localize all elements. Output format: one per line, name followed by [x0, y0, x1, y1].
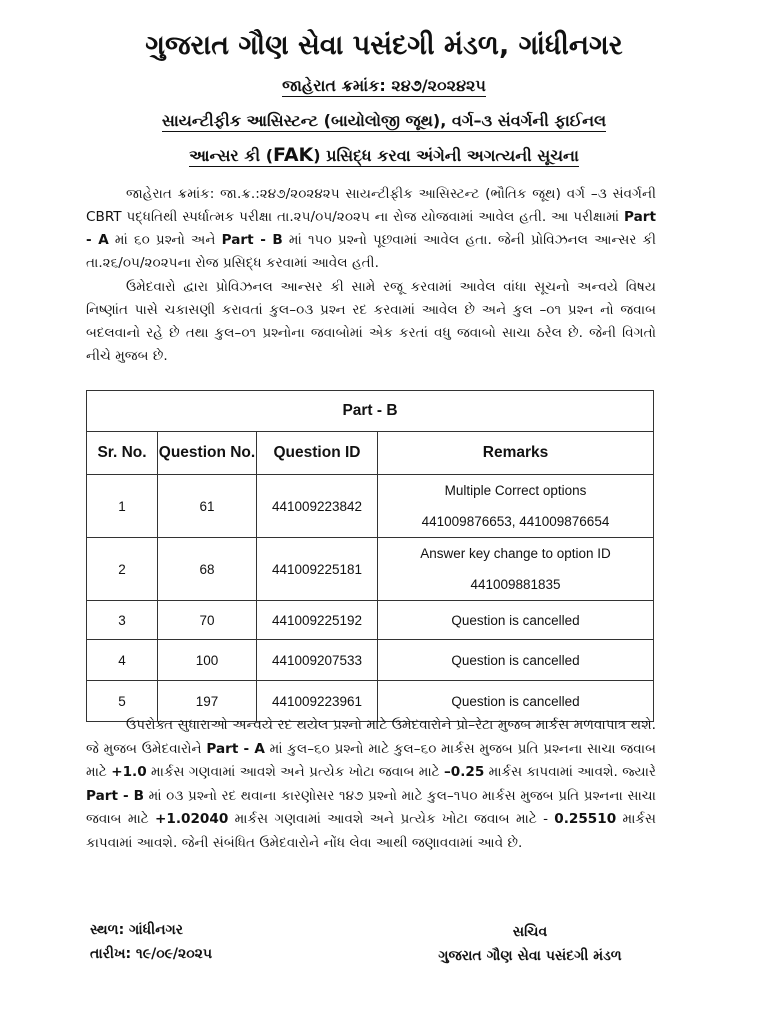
intro-paragraph: જાહેરાત ક્રમાંક: જા.ક્ર.:૨૪૭/૨૦૨૪૨૫ સાયન્ટીફીક આસિસ્ટન્ટ (ભૌતિક જૂથ) વર્ગ –૩ સંવર્ગની CBRT પદ્ધતિથી સ્પર્ધાત્મક પરીક્ષા તા.૨૫/૦૫/૨૦૨૫ ના રોજ યોજવામાં આવેલ હતી. આ પરીક્ષામાં Part - A માં ૬૦ પ્રશ્નો અને Part - B માં ૧૫૦ પ્રશ્નો પૂછવામાં આવેલ હતા. જેની પ્રોવિઝનલ આન્સર કી તા.૨૬/૦૫/૨૦૨૫ના રોજ પ્રસિદ્ધ કરવામાં આવેલ હતી.: [86, 186, 656, 271]
col-sr-no: Sr. No.: [87, 432, 158, 475]
advertisement-number: જાહેરાત ક્રમાંક: ૨૪૭/૨૦૨૪૨૫: [282, 76, 486, 95]
col-question-id: Question ID: [257, 432, 378, 475]
notice-heading: આન્સર કી (FAK) પ્રસિદ્ધ કરવા અંગેની અગત્યની સૂચના: [189, 144, 579, 166]
col-remarks: Remarks: [378, 432, 654, 475]
organization-name: ગુજરાત ગૌણ સેવા પસંદગી મંડળ: [438, 948, 622, 964]
table-row: 2 68 441009225181 Answer key change to option ID 441009881835: [87, 538, 654, 601]
table-row: 3 70 441009225192 Question is cancelled: [87, 601, 654, 640]
objections-paragraph: ઉમેદવારો દ્વારા પ્રોવિઝનલ આન્સર કી સામે રજૂ કરવામાં આવેલ વાંધા સૂચનો અન્વયે વિષય નિષ્ણાંત પાસે ચકાસણી કરાવતાં કુલ–૦૩ પ્રશ્ન રદ કરવામાં આવેલ છે અને કુલ –૦૧ પ્રશ્ન નો જવાબ બદલવાનો રહે છે તથા કુલ–૦૧ પ્રશ્નોના જવાબોમાં એક કરતાં વધુ જવાબો સાચા ઠરેલ છે. જેની વિગતો નીચે મુજબ છે.: [86, 279, 656, 364]
table-row: 4 100 441009207533 Question is cancelled: [87, 640, 654, 681]
place-label: સ્થળ: ગાંધીનગર: [90, 922, 184, 938]
post-name: સાયન્ટીફીક આસિસ્ટન્ટ (બાયોલોજી જૂથ), વર્ગ–૩ સંવર્ગની ફાઈનલ: [161, 111, 607, 130]
date-label: તારીખ: ૧૯/૦૯/૨૦૨૫: [90, 946, 213, 962]
table-caption: Part - B: [87, 391, 654, 432]
table-row: 1 61 441009223842 Multiple Correct options 441009876653, 441009876654: [87, 475, 654, 538]
table-row: 5 197 441009223961 Question is cancelled: [87, 681, 654, 722]
page-title: ગુજરાત ગૌણ સેવા પસંદગી મંડળ, ગાંધીનગર: [145, 30, 623, 61]
answer-changes-table: [86, 390, 654, 722]
designation: સચિવ: [512, 924, 548, 940]
col-question-no: Question No.: [158, 432, 257, 475]
marking-scheme-paragraph: ઉપરોક્ત સુધારાઓ અન્વયે રદ થયેલ પ્રશ્નો માટે ઉમેદવારોને પ્રો–રેટા મુજબ માર્કસ મળવાપાત્ર થશે. જે મુજબ ઉમેદવારોને Part - A માં કુલ–૬૦ પ્રશ્નો માટે કુલ–૬૦ માર્કસ મુજબ પ્રતિ પ્રશ્નના સાચા જવાબ માટે +1.0 માર્કસ ગણવામાં આવશે અને પ્રત્યેક ખોટા જવાબ માટે –0.25 માર્કસ કાપવામાં આવશે. જ્યારે Part - B માં ૦૩ પ્રશ્નો રદ થવાના કારણોસર ૧૪૭ પ્રશ્નો માટે કુલ–૧૫૦ માર્કસ મુજબ પ્રતિ પ્રશ્નના સાચા જવાબ માટે +1.02040 માર્કસ ગણવામાં આવશે અને પ્રત્યેક ખોટા જવાબ માટે - 0.25510 માર્કસ કાપવામાં આવશે. જેની સંબંધિત ઉમેદવારોને નોંધ લેવા આથી જણાવવામાં આવે છે.: [86, 717, 657, 851]
